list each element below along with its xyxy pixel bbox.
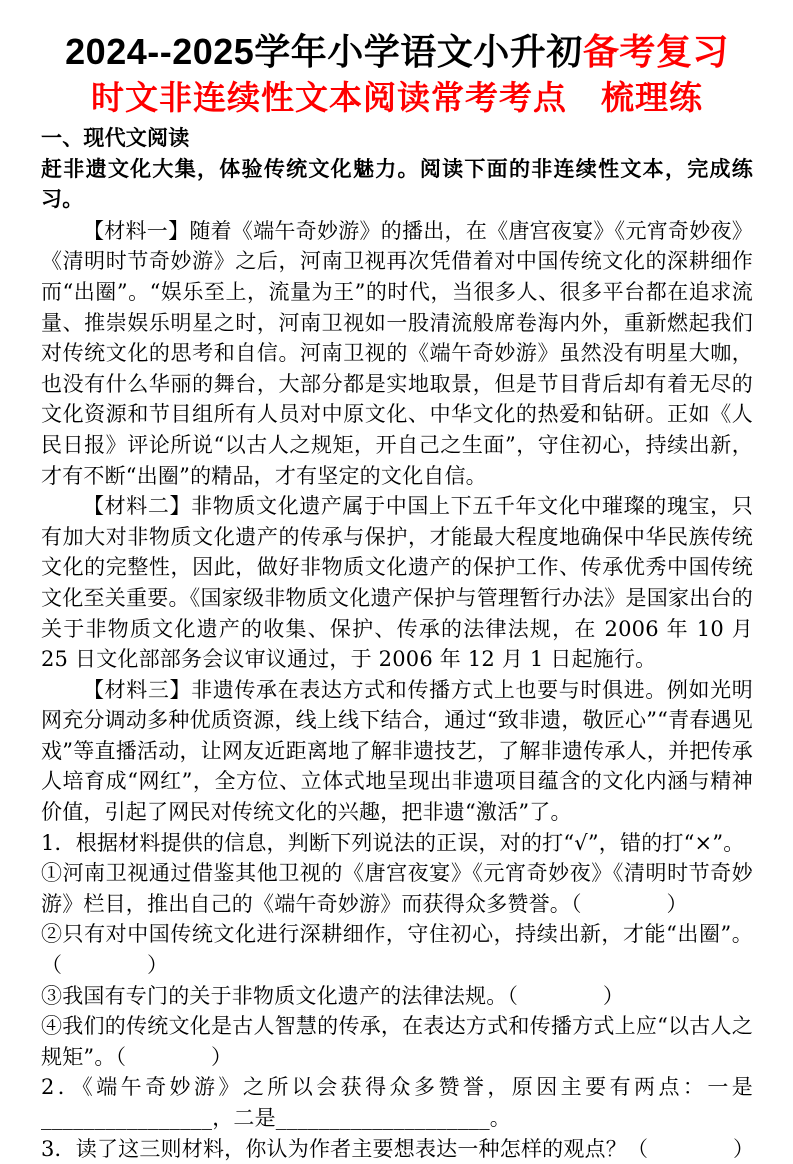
question-1-item-1: ①河南卫视通过借鉴其他卫视的《唐宫夜宴》《元宵奇妙夜》《清明时节奇妙游》栏目，推出自己的《端午奇妙游》而获得众多赞誉。（ ） (41, 861, 753, 916)
material-3-paragraph: 【材料三】非遗传承在表达方式和传播方式上也要与时俱进。例如光明网充分调动多种优质资源，线上线下结合，通过“致非遗，敬匠心”“青春遇见戏”等直播活动，让网友近距离地了解非遗技艺，了解非遗传承人，并把传承人培育成“网红”，全方位、立体式地呈现出非遗项目蕴含的文化内涵与精神价值，引起了网民对传统文化的兴趣，把非遗“激活”了。 (41, 677, 753, 825)
page-subtitle: 时文非连续性文本阅读常考考点 梳理练 (91, 79, 703, 116)
page-title-black-part: 2024--2025学年小学语文小升初 (65, 31, 583, 72)
section-intro: 赶非遗文化大集，体验传统文化魅力。阅读下面的非连续性文本，完成练习。 (41, 157, 753, 212)
question-1-stem: 1．根据材料提供的信息，判断下列说法的正误，对的打“√”，错的打“×”。 (41, 830, 745, 855)
section-heading: 一、现代文阅读 (41, 127, 190, 150)
question-1-item-4: ④我们的传统文化是古人智慧的传承，在表达方式和传播方式上应“以古人之规矩”。（ ） (41, 1014, 753, 1069)
question-1-item-2: ②只有对中国传统文化进行深耕细作，守住初心，持续出新，才能“出圈”。（ ） (41, 922, 753, 978)
question-3: 3．读了这三则材料，你认为作者主要想表达一种怎样的观点？（ ） (41, 1136, 755, 1161)
page-title-red-part: 备考复习 (582, 31, 729, 72)
page-title (41, 28, 753, 76)
material-2-paragraph: 【材料二】非物质文化遗产属于中国上下五千年文化中璀璨的瑰宝，只有加大对非物质文化遗产的传承与保护，才能最大程度地确保中华民族传统文化的完整性，因此，做好非物质文化遗产的保护工作、传承优秀中国传统文化至关重要。《国家级非物质文化遗产保护与管理暂行办法》是国家出台的关于非物质文化遗产的收集、保护、传承的法律法规，在 2006 年 10 月 25 日文化部部务会议审议通过，于 2006 年 12 月 1 日起施行。 (41, 494, 753, 672)
material-1-paragraph: 【材料一】随着《端午奇妙游》的播出，在《唐宫夜宴》《元宵奇妙夜》《清明时节奇妙游》之后，河南卫视再次凭借着对中国传统文化的深耕细作而“出圈”。“娱乐至上，流量为王”的时代，当很多人、很多平台都在追求流量、推崇娱乐明星之时，河南卫视如一股清流般席卷海内外，重新燃起我们对传统文化的思考和自信。河南卫视的《端午奇妙游》虽然没有明星大咖，也没有什么华丽的舞台，大部分都是实地取景，但是节目背后却有着无尽的文化资源和节目组所有人员对中原文化、中华文化的热爱和钻研。正如《人民日报》评论所说“以古人之规矩，开自己之生面”，守住初心，持续出新，才有不断“出圈”的精品，才有坚定的文化自信。 (41, 218, 753, 488)
question-1-item-3: ③我国有专门的关于非物质文化遗产的法律法规。（ ） (41, 983, 625, 1008)
question-2: 2．《端午奇妙游》之所以会获得众多赞誉，原因主要有两点：一是________________，二是____________________。 (41, 1075, 753, 1130)
